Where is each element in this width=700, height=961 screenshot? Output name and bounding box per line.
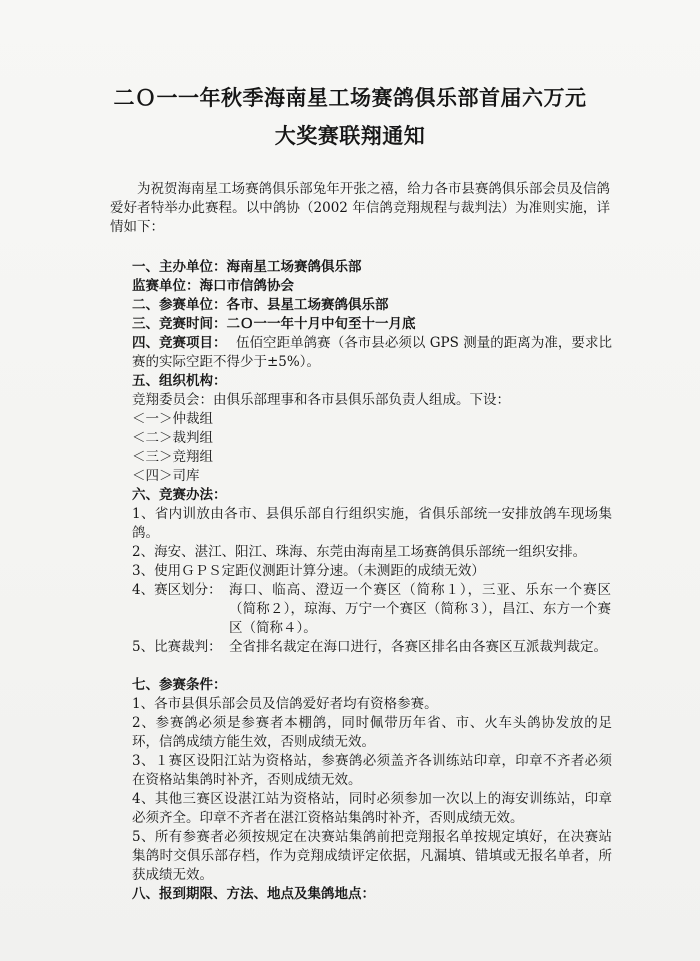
- section-6-item-4-body: 海口、临高、澄迈一个赛区（简称１），三亚、乐东一个赛区（简称２），琼海、万宁一个赛区（简称３），昌江、东方一个赛区（简称４）。: [229, 582, 611, 636]
- section-8-heading: 八、报到期限、方法、地点及集鸽地点：: [132, 886, 375, 902]
- section-6-item-5-heading: 5、比赛裁判：: [132, 639, 222, 655]
- section-5-item-1: ＜一＞仲裁组: [132, 411, 213, 427]
- section-6-heading: 六、竞赛办法：: [132, 487, 227, 503]
- section-6-item-3: 3、使用ＧＰＳ定距仪测距计算分速。（未测距的成绩无效）: [132, 563, 485, 579]
- section-1-supervisor: 监赛单位：海口市信鸽协会: [132, 278, 294, 294]
- section-5-item-4: ＜四＞司库: [132, 468, 200, 484]
- intro-paragraph: 为祝贺海南星工场赛鸽俱乐部兔年开张之禧，给力各市县赛鸽俱乐部会员及信鸽爱好者特举办此赛程。以中鸽协（2002 年信鸽竞翔规程与裁判法）为准则实施，详情如下：: [110, 181, 610, 235]
- section-5-committee: 竞翔委员会：由俱乐部理事和各市县俱乐部负责人组成。下设：: [132, 392, 510, 408]
- section-6-item-2: 2、海安、湛江、阳江、珠海、东莞由海南星工场赛鸽俱乐部统一组织安排。: [132, 544, 587, 560]
- section-3-time: 三、竞赛时间：二Ｏ一一年十月中旬至十一月底: [132, 316, 416, 332]
- section-7-item-4: 4、其他三赛区设湛江站为资格站，同时必须参加一次以上的海安训练站，印章必须齐全。印章不齐者在湛江资格站集鸽时补齐，否则成绩无效。: [132, 791, 612, 826]
- section-5-item-2: ＜二＞裁判组: [132, 430, 213, 446]
- title-line-1: 二Ｏ一一年秋季海南星工场赛鸽俱乐部首届六万元: [113, 85, 587, 110]
- title-line-2: 大奖赛联翔通知: [274, 123, 426, 148]
- section-7-item-3: 3、１赛区设阳江站为资格站，参赛鸽必须盖齐各训练站印章，印章不齐者必须在资格站集鸽时补齐，否则成绩无效。: [132, 753, 612, 788]
- section-2-participants: 二、参赛单位：各市、县星工场赛鸽俱乐部: [132, 297, 389, 313]
- section-6-item-1: 1、省内训放由各市、县俱乐部自行组织实施，省俱乐部统一安排放鸽车现场集鸽。: [132, 506, 612, 541]
- section-7-heading: 七、参赛条件：: [132, 677, 227, 693]
- section-6-item-4-heading: 4、赛区划分：: [132, 582, 222, 598]
- section-7-item-2: 2、参赛鸽必须是参赛者本棚鸽，同时佩带历年省、市、火车头鸽协发放的足环，信鸽成绩方能生效，否则成绩无效。: [132, 715, 612, 750]
- section-5-item-3: ＜三＞竞翔组: [132, 449, 213, 465]
- section-7-item-5: 5、所有参赛者必须按规定在决赛站集鸽前把竞翔报名单按规定填好，在决赛站集鸽时交俱乐部存档，作为竞翔成绩评定依据，凡漏填、错填或无报名单者，所获成绩无效。: [132, 829, 612, 883]
- section-1-organizer: 一、主办单位：海南星工场赛鸽俱乐部: [132, 259, 362, 275]
- section-4-body: 伍佰空距单鸽赛（各市县必须以 GPS 测量的距离为准，要求比赛的实际空距不得少于±5%）。: [132, 335, 612, 370]
- section-5-heading: 五、组织机构：: [132, 373, 227, 389]
- section-7-item-1: 1、各市县俱乐部会员及信鸽爱好者均有资格参赛。: [132, 696, 438, 712]
- section-6-item-5-body: 全省排名裁定在海口进行，各赛区排名由各赛区互派裁判裁定。: [229, 639, 607, 655]
- section-4-heading: 四、竞赛项目：: [132, 335, 227, 351]
